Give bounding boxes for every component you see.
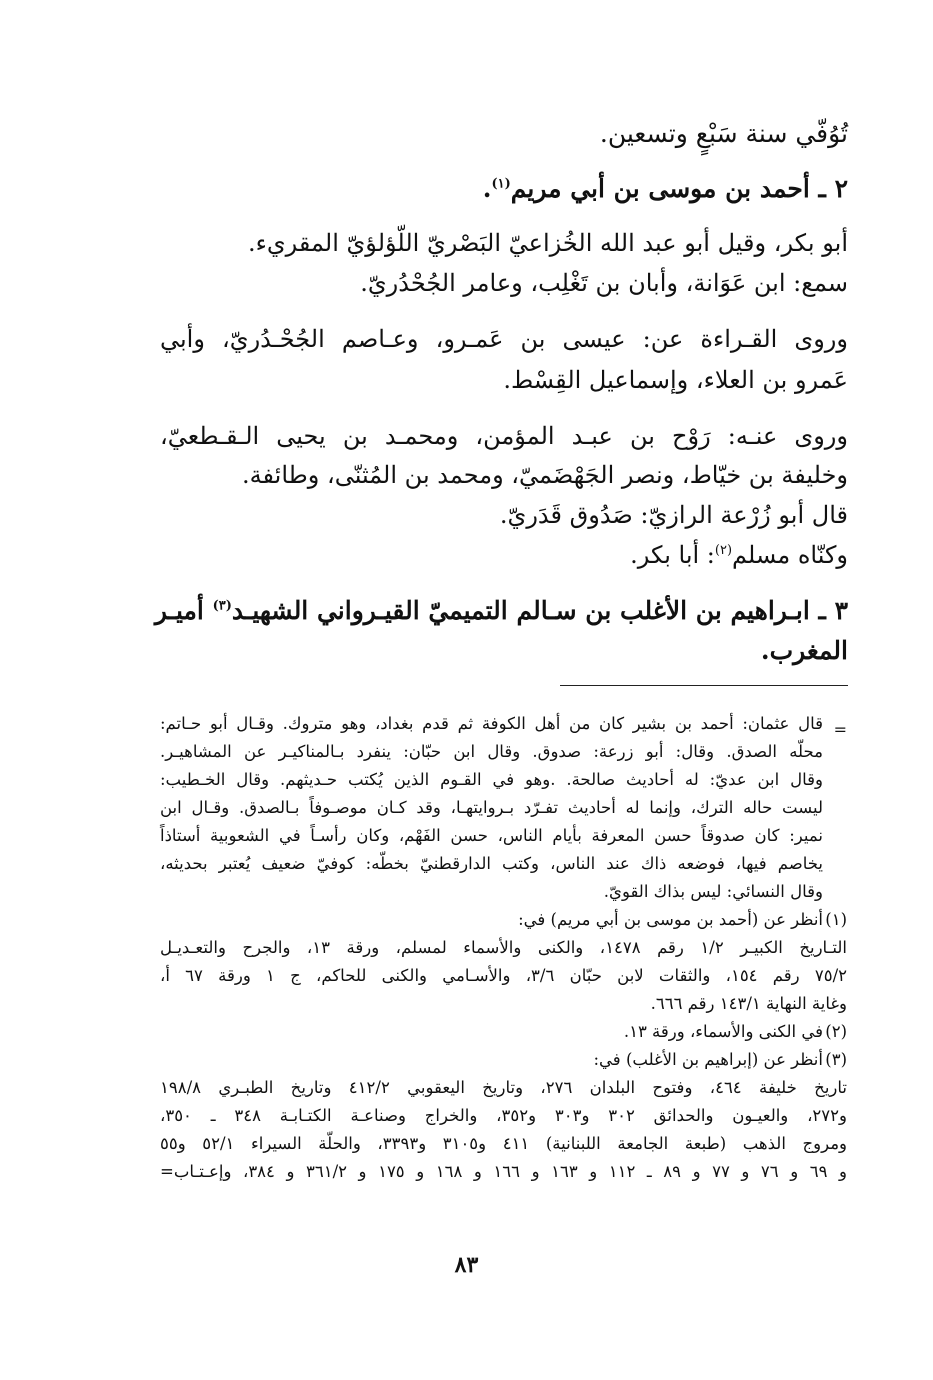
footnote-1-intro: أنظر عن (أحمد بن موسى بن أبي مريم) في:: [518, 910, 823, 929]
footnote-continued-line: وقال ابن عديّ: له أحاديث صالحة. .وهو في القـوم الذين يُكتب حـديثهم. وقال الخـطيب:: [160, 770, 823, 789]
entry-heading-3: ٣ ـ ابـراهيم بن الأغلب بن سـالم التميميّ القيـرواني الشهيـد$^{(٣)}$ أميـر: [154, 596, 848, 625]
footnote-continued-line: نمير: كان صدوقاً حسن المعرفة بأيام الناس، حسن الفَهْم، وكان رأسـاً في الشعوبية أستاذاً: [160, 826, 823, 845]
entry-heading-2-title: ٢ ـ أحمد بن موسى بن أبي مريم: [510, 174, 848, 203]
footnote-ref-3[interactable]: (٣): [212, 598, 232, 614]
footnote-3-line: و٢٧٢، والعيـون والحدائق ٣٠٢ و٣٠٣ و٣٥٢، والخراج وصناعـة الكتـابـة ٣٤٨ ـ ٣٥٠،: [160, 1106, 847, 1125]
footnote-continued-line: قال عثمان: أحمد بن بشير كان من أهل الكوفة ثم قدم بغداد، وهو متروك. وقـال أبو حـاتم:: [160, 714, 823, 733]
body-line-kunya: أبو بكر، وقيل أبو عبد الله الخُزاعيّ البَصْريّ اللّؤلؤيّ المقريء.: [247, 229, 848, 257]
footnote-continued-line: محلّه الصدق. وقال: أبو زرعة: صدوق. وقال ابن حبّان: ينفرد بـالمناكيـر عن المشاهيـر.: [160, 742, 823, 761]
footnote-3-line: ومروج الذهب (طبعة الجامعة اللبنانية) ٤١١ و٣١٠٥ و٣٣٩٣، والحلّة السيراء ٥٢/١ و٥٥: [160, 1134, 847, 1153]
body-line-heard-from: سمع: ابن عَوَانة، وأبان بن تَغْلِب، وعامر الجُحْدُريّ.: [360, 269, 848, 297]
continuation-mark: =: [833, 720, 847, 739]
footnote-2-number: (٢): [825, 1022, 847, 1041]
footnote-continued-line: يخاصم فيها، فوضعه ذاك عند الناس، وكتب الدارقطنيّ بخطّه: كوفيّ ضعيف يُعتبر بحديثه،: [160, 854, 823, 873]
footnote-1-number: (١): [825, 910, 847, 929]
footnote-1-line: التـاريخ الكبيـر ١/٢ رقم ١٤٧٨، والكنى والأسماء لمسلم، ورقة ١٣، والجرح والتعـديـل: [160, 938, 847, 957]
entry-heading-3-title: ٣ ـ ابـراهيم بن الأغلب بن سـالم التميميّ القيـرواني الشهيـد: [231, 596, 848, 625]
footnote-ref-2[interactable]: (٢): [714, 543, 733, 558]
page-number: ٨٣: [454, 1252, 479, 1278]
footnote-3-intro: أنظر عن (إبراهيم بن الأغلب) في:: [593, 1050, 823, 1069]
footnote-1-line: وغاية النهاية ١٤٣/١ رقم ٦٦٦.: [650, 994, 847, 1013]
footnote-separator: [560, 685, 848, 686]
footnote-2-text: في الكنى والأسماء، ورقة ١٣.: [623, 1022, 823, 1041]
body-line-death-year: تُوُفّي سنة سَبْعٍ وتسعين.: [599, 119, 848, 148]
body-line-reading-from: وروى القـراءة عن: عيسى بن عَمـرو، وعـاصم الجُحْـدُريّ، وأبي: [160, 325, 848, 353]
entry-heading-3-cont: المغرب.: [760, 636, 848, 665]
footnote-1-line: ٧٥/٢ رقم ١٥٤، والثقات لابن حبّان ٣/٦، والأسـامي والكنى للحاكم، ج ١ ورقة ٦٧ أ،: [160, 966, 848, 985]
body-line-narrated-by: وروى عنـه: رَوْح بن عبـد المؤمن، ومحمـد بن يحيى الـقـطعيّ،: [160, 422, 848, 450]
body-line-muslim-kunya: وكنّاه مسلم$^{(٢)}$: أبا بكر.: [630, 541, 848, 569]
footnote-3-line: تاريخ خليفة ٤٦٤، وفتوح البلدان ٢٧٦، وتاريخ اليعقوبي ٤١٢/٢ وتاريخ الطبـري ١٩٨/٨: [160, 1078, 848, 1097]
body-line-abu-zura: قال أبو زُرْعة الرازيّ: صَدُوق قَدَريّ.: [499, 501, 848, 529]
entry-heading-2: ٢ ـ أحمد بن موسى بن أبي مريم$^{(١)}$.: [482, 174, 848, 203]
footnote-3-line: و ٦٩ و ٧٦ و ٧٧ و ٨٩ ـ ١١٢ و ١٦٣ و ١٦٦ و ١٦٨ و ١٧٥ و ٣٦١/٢ و ٣٨٤، وإعـتـاب=: [160, 1162, 847, 1181]
footnote-3-number: (٣): [825, 1050, 847, 1069]
footnote-continued-line: ليست حاله الترك، وإنما له أحاديث تفـرّد بـروايتهـا، وقد كـان موصـوفاً بـالصدق. وقـال ابن: [160, 798, 823, 817]
footnote-continued-line: وقال النسائي: ليس بذاك القويّ.: [603, 882, 823, 901]
body-line-narrated-by-cont: وخليفة بن خيّاط، ونصر الجَهْضَميّ، ومحمد بن المُثنّى، وطائفة.: [242, 461, 848, 489]
body-line-reading-from-cont: عَمرو بن العلاء، وإسماعيل القِسْط.: [503, 366, 848, 394]
footnote-ref-1[interactable]: (١): [491, 176, 511, 192]
